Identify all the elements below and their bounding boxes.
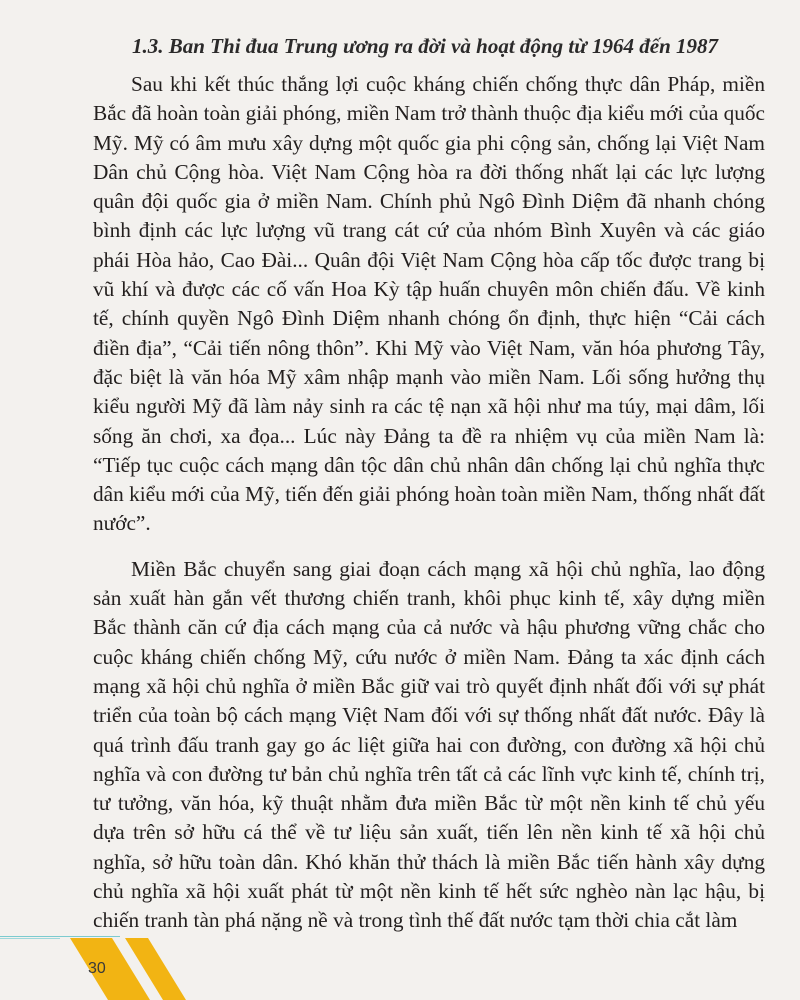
section-heading: 1.3. Ban Thi đua Trung ương ra đời và hoạt động từ 1964 đến 1987 <box>132 34 719 58</box>
page-corner-shade <box>0 952 60 1000</box>
body-text <box>93 70 765 936</box>
footer-stripes-decoration <box>0 930 220 1000</box>
paragraph-1: Sau khi kết thúc thắng lợi cuộc kháng chiến chống thực dân Pháp, miền Bắc đã hoàn toàn giải phóng, miền Nam trở thành thuộc địa kiểu mới của quốc Mỹ. Mỹ có âm mưu xây dựng một quốc gia phi cộng sản, chống lại Việt Nam Dân chủ Cộng hòa. Việt Nam Cộng hòa ra đời thống nhất lại các lực lượng quân đội quốc gia ở miền Nam. Chính phủ Ngô Đình Diệm đã nhanh chóng bình định các lực lượng vũ trang cát cứ của nhóm Bình Xuyên và các giáo phái Hòa hảo, Cao Đài... Quân đội Việt Nam Cộng hòa cấp tốc được trang bị vũ khí và được các cố vấn Hoa Kỳ tập huấn chuyên môn chiến đấu. Về kinh tế, chính quyền Ngô Đình Diệm nhanh chóng ổn định, thực hiện “Cải cách điền địa”, “Cải tiến nông thôn”. Khi Mỹ vào Việt Nam, văn hóa phương Tây, đặc biệt là văn hóa Mỹ xâm nhập mạnh vào miền Nam. Lối sống hưởng thụ kiểu người Mỹ đã làm nảy sinh ra các tệ nạn xã hội như ma túy, mại dâm, lối sống ăn chơi, xa đọa... Lúc này Đảng ta đề ra nhiệm vụ của miền Nam là: “Tiếp tục cuộc cách mạng dân tộc dân chủ nhân dân chống lại chủ nghĩa thực dân kiểu mới của Mỹ, tiến đến giải phóng hoàn toàn miền Nam, thống nhất đất nước”. <box>93 72 765 536</box>
page-number: 30 <box>88 960 106 977</box>
paragraph-2: Miền Bắc chuyển sang giai đoạn cách mạng xã hội chủ nghĩa, lao động sản xuất hàn gắn vết thương chiến tranh, khôi phục kinh tế, xây dựng miền Bắc thành căn cứ địa cách mạng của cả nước và hậu phương vững chắc cho cuộc kháng chiến chống Mỹ, cứu nước ở miền Nam. Đảng ta xác định cách mạng xã hội chủ nghĩa ở miền Bắc giữ vai trò quyết định nhất đối với sự phát triển của toàn bộ cách mạng Việt Nam đối với sự thống nhất đất nước. Đây là quá trình đấu tranh gay go ác liệt giữa hai con đường, con đường xã hội chủ nghĩa và con đường tư bản chủ nghĩa trên tất cả các lĩnh vực kinh tế, chính trị, tư tưởng, văn hóa, kỹ thuật nhằm đưa miền Bắc từ một nền kinh tế chủ yếu dựa trên sở hữu cá thể về tư liệu sản xuất, tiến lên nền kinh tế xã hội chủ nghĩa, sở hữu toàn dân. Khó khăn thử thách là miền Bắc tiến hành xây dựng chủ nghĩa xã hội xuất phát từ một nền kinh tế hết sức nghèo nàn lạc hậu, bị chiến tranh tàn phá nặng nề và trong tình thế đất nước tạm thời chia cắt làm <box>93 556 765 933</box>
